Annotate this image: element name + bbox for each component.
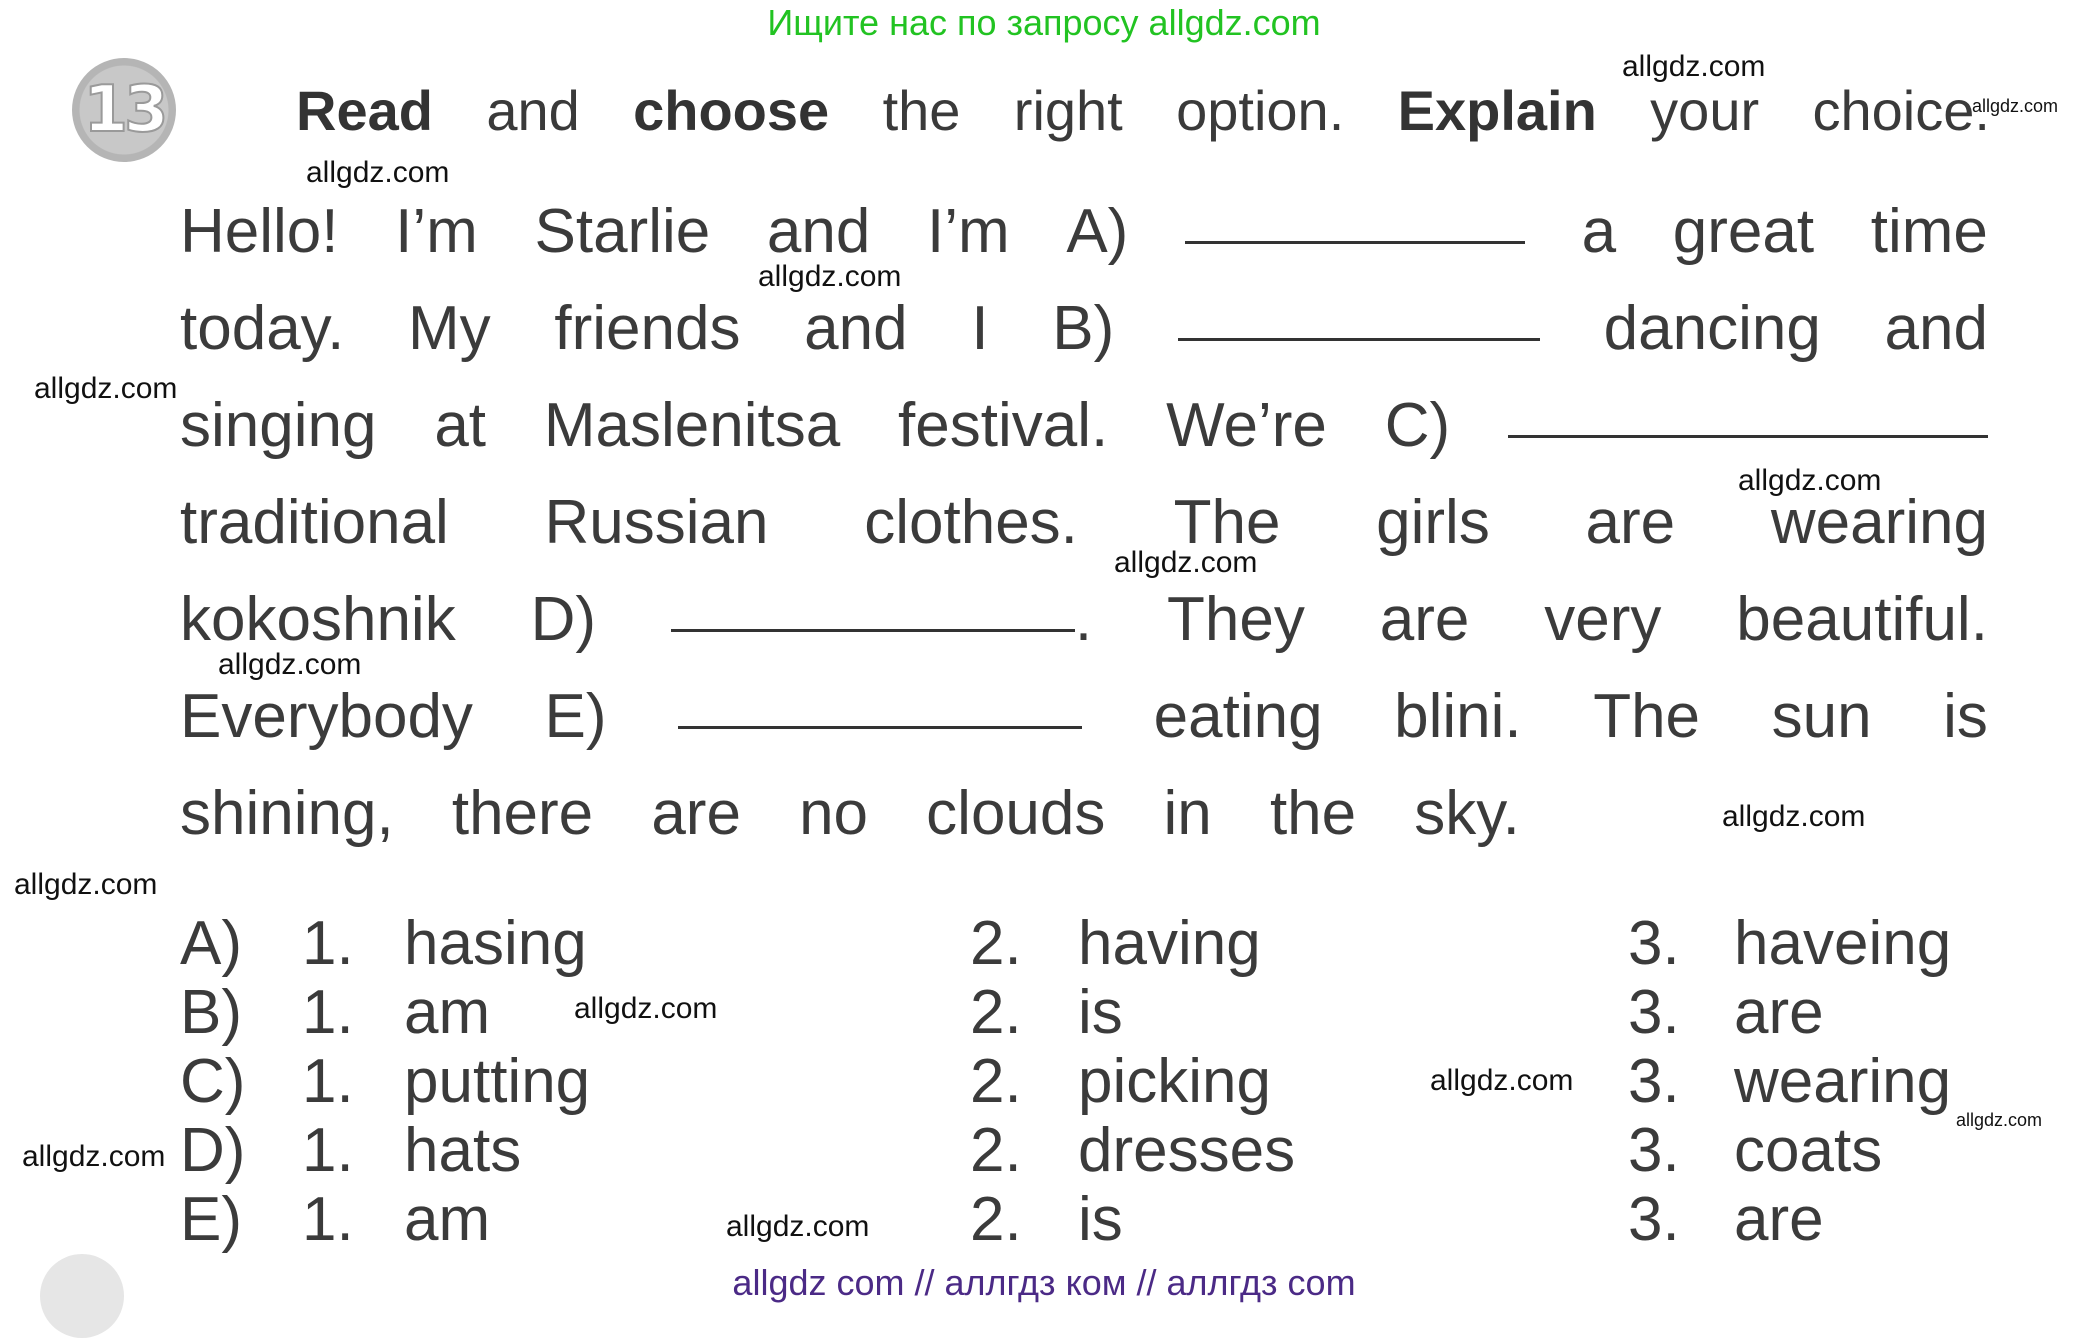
word: sun: [1771, 682, 1872, 751]
watermark: allgdz.com: [1972, 96, 2059, 116]
word: I’m: [927, 197, 1010, 266]
option-number: 3.: [1628, 1185, 1680, 1254]
text-line-2: [180, 293, 1988, 364]
option-number: 1.: [302, 909, 354, 978]
option-letter-b: B): [180, 978, 242, 1047]
word: The: [1593, 682, 1701, 751]
watermark: allgdz.com: [1956, 1110, 2043, 1130]
option-number: 1.: [302, 978, 354, 1047]
watermark: allgdz.com: [34, 372, 178, 405]
word: great: [1672, 197, 1815, 266]
option-number: 1.: [302, 1185, 354, 1254]
word: Maslenitsa: [543, 391, 841, 460]
gap-label-a: A): [1066, 197, 1129, 266]
gap-label-c: C): [1384, 391, 1451, 460]
gap-label-d: D): [530, 585, 597, 654]
word: I: [971, 294, 989, 363]
option-letter-a: A): [180, 909, 242, 978]
top-banner: Ищите нас по запросу allgdz.com: [767, 2, 1321, 43]
option-c-1[interactable]: putting: [404, 1047, 591, 1116]
word: They: [1167, 585, 1305, 654]
text-line-4: [180, 487, 1988, 558]
option-b-2[interactable]: is: [1078, 978, 1123, 1047]
watermark: allgdz.com: [1114, 546, 1258, 579]
text-line-7: [180, 778, 1520, 849]
watermark: allgdz.com: [306, 156, 450, 189]
option-number: 2.: [970, 1047, 1022, 1116]
instruction-word: the: [882, 79, 961, 142]
option-number: 2.: [970, 1116, 1022, 1185]
word: beautiful.: [1736, 585, 1988, 654]
watermark: allgdz.com: [218, 648, 362, 681]
option-number: 3.: [1628, 909, 1680, 978]
word: are: [1379, 585, 1470, 654]
instruction-word: Read: [296, 79, 433, 142]
option-a-3[interactable]: haveing: [1734, 909, 1952, 978]
option-number: 2.: [970, 978, 1022, 1047]
gap-label-e: E): [544, 682, 607, 751]
word: there: [451, 779, 594, 848]
word: in: [1163, 779, 1212, 848]
option-a-2[interactable]: having: [1078, 909, 1261, 978]
word: traditional: [180, 488, 449, 557]
exercise-number-badge: [72, 58, 176, 162]
word: Starlie: [534, 197, 711, 266]
word: are: [651, 779, 741, 848]
word: festival.: [898, 391, 1109, 460]
word: Russian: [544, 488, 769, 557]
instruction-word: Explain: [1397, 79, 1597, 142]
word: girls: [1376, 488, 1490, 557]
option-letter-e: E): [180, 1185, 242, 1254]
option-letter-c: C): [180, 1047, 246, 1116]
word: clothes.: [864, 488, 1078, 557]
watermark: allgdz.com: [1430, 1064, 1574, 1097]
option-e-3[interactable]: are: [1734, 1185, 1824, 1254]
option-number: 3.: [1628, 978, 1680, 1047]
instruction-word: choice.: [1812, 79, 1990, 142]
word: time: [1870, 197, 1988, 266]
option-number: 1.: [302, 1116, 354, 1185]
word: My: [408, 294, 491, 363]
option-number: 1.: [302, 1047, 354, 1116]
word: sky.: [1414, 779, 1520, 848]
word: blini.: [1394, 682, 1522, 751]
option-c-3[interactable]: wearing: [1734, 1047, 1952, 1116]
watermark: allgdz.com: [1722, 800, 1866, 833]
gap-label-b: B): [1052, 294, 1115, 363]
word: the: [1269, 779, 1357, 848]
option-d-1[interactable]: hats: [404, 1116, 522, 1185]
word: kokoshnik: [180, 585, 456, 654]
option-number: 2.: [970, 1185, 1022, 1254]
instruction-word: choose: [633, 79, 830, 142]
option-number: 3.: [1628, 1047, 1680, 1116]
word: eating: [1153, 682, 1323, 751]
instruction-word: option.: [1176, 79, 1345, 142]
answer-blank-c[interactable]: [1508, 435, 1988, 438]
word: The: [1173, 488, 1281, 557]
word: a: [1581, 197, 1617, 266]
word: at: [434, 391, 487, 460]
period: .: [1074, 585, 1093, 654]
watermark: allgdz.com: [14, 868, 158, 901]
watermark: allgdz.com: [758, 260, 902, 293]
word: and: [1884, 294, 1988, 363]
word: Hello!: [180, 197, 339, 266]
word: dancing: [1603, 294, 1821, 363]
option-d-3[interactable]: coats: [1734, 1116, 1883, 1185]
option-b-3[interactable]: are: [1734, 978, 1824, 1047]
word: no: [799, 779, 869, 848]
option-number: 3.: [1628, 1116, 1680, 1185]
text-line-6: [180, 681, 1988, 752]
word: and: [766, 197, 871, 266]
word: friends: [554, 294, 741, 363]
watermark: allgdz.com: [574, 992, 718, 1025]
watermark: allgdz.com: [1622, 50, 1766, 83]
word: shining,: [180, 779, 394, 848]
word: Everybody: [180, 682, 473, 751]
word: and: [804, 294, 908, 363]
option-e-2[interactable]: is: [1078, 1185, 1123, 1254]
word: We’re: [1166, 391, 1327, 460]
exercise-number: 13: [83, 73, 165, 147]
text-line-1: [180, 196, 1988, 267]
option-letter-d: D): [180, 1116, 246, 1185]
word: singing: [180, 391, 377, 460]
instruction-word: your: [1650, 79, 1760, 142]
word: I’m: [395, 197, 478, 266]
option-e-1[interactable]: am: [404, 1185, 491, 1254]
instruction-word: and: [486, 79, 580, 142]
watermark: allgdz.com: [22, 1140, 166, 1173]
word: is: [1943, 682, 1988, 751]
option-d-2[interactable]: dresses: [1078, 1116, 1296, 1185]
answer-blank-e[interactable]: [678, 726, 1082, 729]
watermark: allgdz.com: [1738, 464, 1882, 497]
next-exercise-badge-decoration: [40, 1254, 124, 1338]
text-line-5: [180, 584, 1988, 655]
answer-blank-d[interactable]: [671, 629, 1075, 632]
option-b-1[interactable]: am: [404, 978, 491, 1047]
answer-blank-a[interactable]: [1185, 241, 1525, 244]
instruction-word: right: [1013, 79, 1123, 142]
option-c-2[interactable]: picking: [1078, 1047, 1271, 1116]
word: today.: [180, 294, 345, 363]
word: wearing: [1770, 488, 1988, 557]
text-line-3: [180, 390, 1988, 461]
option-number: 2.: [970, 909, 1022, 978]
watermark: allgdz.com: [726, 1210, 870, 1243]
instruction: [296, 78, 1990, 143]
word: very: [1544, 585, 1662, 654]
bottom-banner: allgdz com // аллгдз ком // аллгдз com: [732, 1262, 1356, 1303]
word: clouds: [926, 779, 1106, 848]
option-a-1[interactable]: hasing: [404, 909, 587, 978]
word: are: [1585, 488, 1676, 557]
answer-blank-b[interactable]: [1178, 338, 1540, 341]
